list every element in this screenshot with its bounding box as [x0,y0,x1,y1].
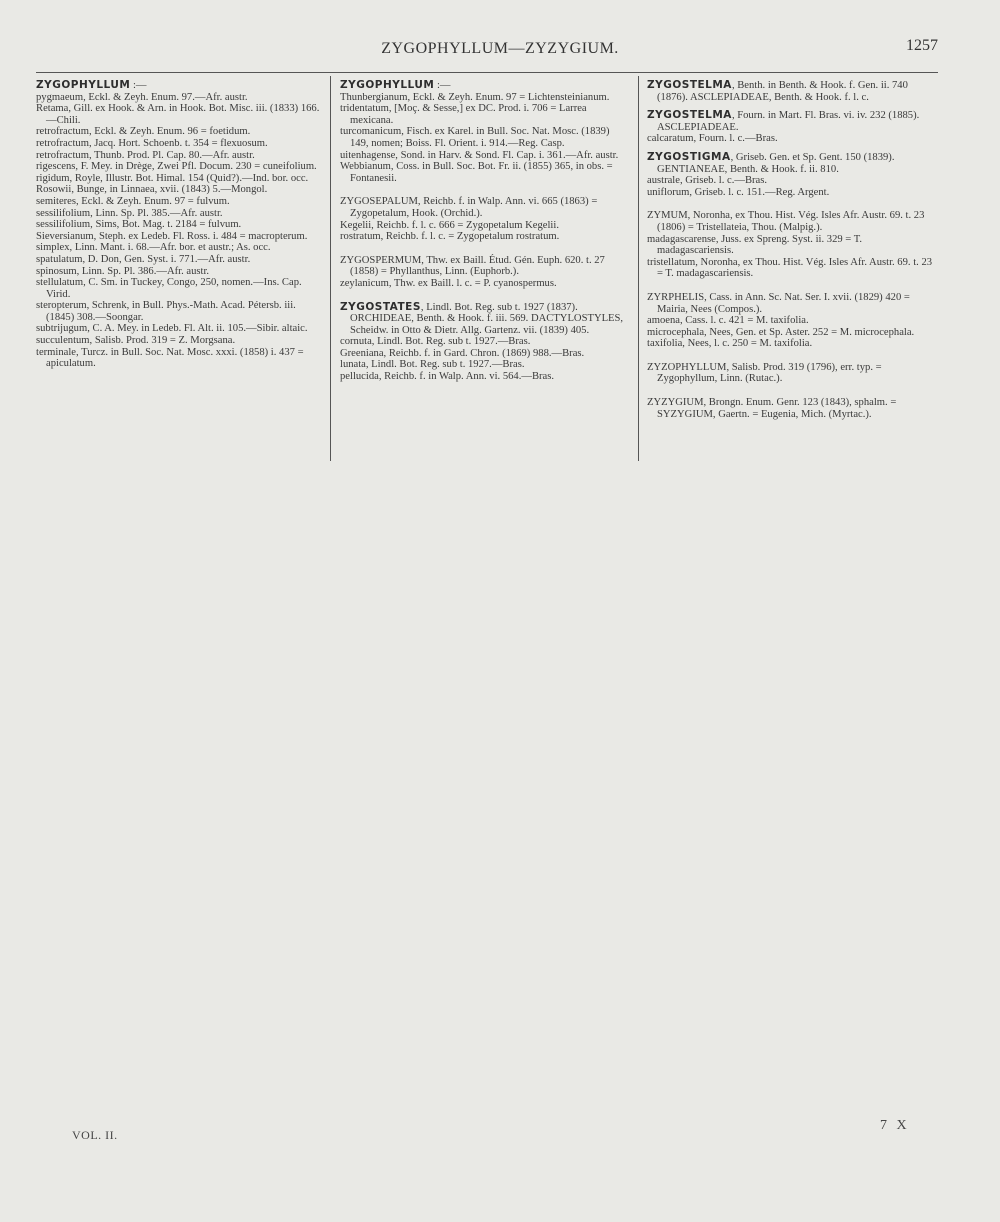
index-entry: ZYZYGIUM, Brongn. Enum. Genr. 123 (1843), sphalm. = SYZYGIUM, Gaertn. = Eugenia, Mich. (Myrtac.). [647,397,897,420]
index-entry: pellucida, Reichb. f. in Walp. Ann. vi. 564.—Bras. [340,371,555,383]
genus-name: ZYGOPHYLLUM [36,79,131,91]
index-entry: madagascarense, Juss. ex Spreng. Syst. ii. 329 = T. madagascariensis. [647,233,863,257]
index-entry: taxifolia, Nees, l. c. 250 = M. taxifolia. [647,338,813,350]
entry-spacer [647,350,940,362]
index-entry: sessilifolium, Sims, Bot. Mag. t. 2184 = fulvum. [36,219,242,231]
index-entry: Webbianum, Coss. in Bull. Soc. Bot. Fr. ii. (1855) 365, in obs. = Fontanesii. [340,161,613,184]
index-entry: ZYGOSEPALUM, Reichb. f. in Walp. Ann. vi. 665 (1863) = Zygopetalum, Hook. (Orchid.). [340,196,598,219]
index-entry: steropterum, Schrenk, in Bull. Phys.-Math. Acad. Pétersb. iii. (1845) 308.—Soongar. [36,300,296,323]
index-entry: lunata, Lindl. Bot. Reg. sub t. 1927.—Bras. [340,359,525,371]
entry-spacer [647,280,940,292]
index-entry: Kegelii, Reichb. f. l. c. 666 = Zygopetalum Kegelii. [340,219,559,231]
index-entry: semiteres, Eckl. & Zeyh. Enum. 97 = fulvum. [36,195,230,207]
page-number: 1257 [906,37,938,54]
index-entry: rostratum, Reichb. f. l. c. = Zygopetalum rostratum. [340,231,560,243]
genus-name: ZYGOSTELMA [647,109,732,122]
index-entry: tridentatum, [Moç. & Sesse,] ex DC. Prod. i. 706 = Larrea mexicana. [340,103,587,126]
index-entry: microcephala, Nees, Gen. et Sp. Aster. 252 = M. microcephala. [647,326,915,338]
header-rule [36,72,938,73]
entry-spacer [647,198,940,210]
index-entry: uitenhagense, Sond. in Harv. & Sond. Fl. Cap. i. 361.—Afr. austr. [340,149,619,161]
index-entry: australe, Griseb. l. c.—Bras. [647,175,768,187]
index-entry: subtrijugum, C. A. Mey. in Ledeb. Fl. Alt. ii. 105.—Sibir. altaic. [36,323,308,335]
genus-name: ZYGOPHYLLUM [340,79,435,91]
column-left [36,80,322,370]
entry-spacer [340,243,628,255]
index-entry: ZYRPHELIS, Cass. in Ann. Sc. Nat. Ser. I. xvii. (1829) 420 = Mairia, Nees (Compos.). [647,291,910,315]
index-entry: Retama, Gill. ex Hook. & Arn. in Hook. Bot. Misc. iii. (1833) 166.—Chili. [36,103,320,126]
index-entry: sessilifolium, Linn. Sp. Pl. 385.—Afr. austr. [36,207,223,219]
genus-heading: ZYGOSTIGMA, Griseb. Gen. et Sp. Gent. 150 (1839). GENTIANEAE, Benth. & Hook. f. ii. 810. [647,150,895,175]
genus-heading: ZYGOSTATES, Lindl. Bot. Reg. sub t. 1927 (1837). ORCHIDEAE, Benth. & Hook. f. iii. 569. DACTYLOSTYLES, Scheidw. in Otto & Dietr. Allg. Gartenz. vii. (1839) 405. [340,300,624,336]
index-entry: stellulatum, C. Sm. in Tuckey, Congo, 250, nomen.—Ins. Cap. Virid. [36,277,302,300]
index-entry: rigescens, F. Mey. in Drège, Zwei Pfl. Docum. 230 = cuneifolium. [36,161,317,173]
index-entry: rigidum, Royle, Illustr. Bot. Himal. 154 (Quid?).—Ind. bor. occ. [36,172,309,184]
index-entry: retrofractum, Eckl. & Zeyh. Enum. 96 = foetidum. [36,126,251,138]
signature-mark: 7 X [880,1118,910,1133]
index-entry: spatulatum, D. Don, Gen. Syst. i. 771.—Afr. austr. [36,253,251,265]
index-entry: calcaratum, Fourn. l. c.—Bras. [647,133,778,145]
index-entry: Sieversianum, Steph. ex Ledeb. Fl. Ross. i. 484 = macropterum. [36,230,308,242]
column-divider [330,76,331,461]
index-entry: ZYMUM, Noronha, ex Thou. Hist. Vég. Isles Afr. Austr. 69. t. 23 (1806) = Tristellateia, Thou. (Malpig.). [647,210,925,233]
index-entry: cornuta, Lindl. Bot. Reg. sub t. 1927.—Bras. [340,336,531,348]
index-entry: Greeniana, Reichb. f. in Gard. Chron. (1869) 988.—Bras. [340,347,585,359]
index-entry: spinosum, Linn. Sp. Pl. 386.—Afr. austr. [36,265,210,277]
index-entry: succulentum, Salisb. Prod. 319 = Z. Morgsana. [36,335,236,347]
volume-label: VOL. II. [72,1128,118,1142]
entry-spacer [340,184,628,196]
genus-heading: ZYGOSTELMA, Fourn. in Mart. Fl. Bras. vi. iv. 232 (1885). ASCLEPIADEAE. [647,109,920,133]
entry-spacer [647,385,940,397]
index-entry: ZYZOPHYLLUM, Salisb. Prod. 319 (1796), err. typ. = Zygophyllum, Linn. (Rutac.). [647,361,882,385]
page-title: ZYGOPHYLLUM—ZYZYGIUM. [381,40,619,57]
index-entry: terminale, Turcz. in Bull. Soc. Nat. Mosc. xxxi. (1858) i. 437 = apiculatum. [36,346,304,370]
index-entry: uniflorum, Griseb. l. c. 151.—Reg. Argent. [647,186,830,198]
column-middle [340,80,628,383]
index-entry: amoena, Cass. l. c. 421 = M. taxifolia. [647,315,809,327]
genus-name: ZYGOSTATES [340,300,421,313]
column-right [647,80,940,420]
genus-heading: ZYGOPHYLLUM :— [340,79,451,91]
index-entry: retrofractum, Thunb. Prod. Pl. Cap. 80.—Afr. austr. [36,149,255,161]
column-divider [638,76,639,461]
genus-heading: ZYGOSTELMA, Benth. in Benth. & Hook. f. Gen. ii. 740 (1876). ASCLEPIADEAE, Benth. & Hook. f. l. c. [647,79,908,103]
index-entry: simplex, Linn. Mant. i. 68.—Afr. bor. et austr.; As. occ. [36,242,271,254]
index-entry: turcomanicum, Fisch. ex Karel. in Bull. Soc. Nat. Mosc. (1839) 149, nomen; Boiss. Fl. Orient. i. 914.—Reg. Casp. [340,126,610,149]
index-entry: retrofractum, Jacq. Hort. Schoenb. t. 354 = flexuosum. [36,137,268,149]
genus-name: ZYGOSTIGMA [647,150,731,163]
index-entry: ZYGOSPERMUM, Thw. ex Baill. Étud. Gén. Euph. 620. t. 27 (1858) = Phyllanthus, Linn. (Euphorb.). [340,254,605,278]
index-entry: Rosowii, Bunge, in Linnaea, xvii. (1843) 5.—Mongol. [36,184,268,196]
genus-heading: ZYGOPHYLLUM :— [36,79,147,91]
index-entry: tristellatum, Noronha, ex Thou. Hist. Vég. Isles Afr. Austr. 69. t. 23 = T. madagascariensis. [647,256,933,280]
index-entry: Thunbergianum, Eckl. & Zeyh. Enum. 97 = Lichtensteinianum. [340,91,610,103]
index-entry: zeylanicum, Thw. ex Baill. l. c. = P. cyanospermus. [340,277,557,289]
index-entry: pygmaeum, Eckl. & Zeyh. Enum. 97.—Afr. austr. [36,91,248,103]
genus-name: ZYGOSTELMA [647,79,732,91]
